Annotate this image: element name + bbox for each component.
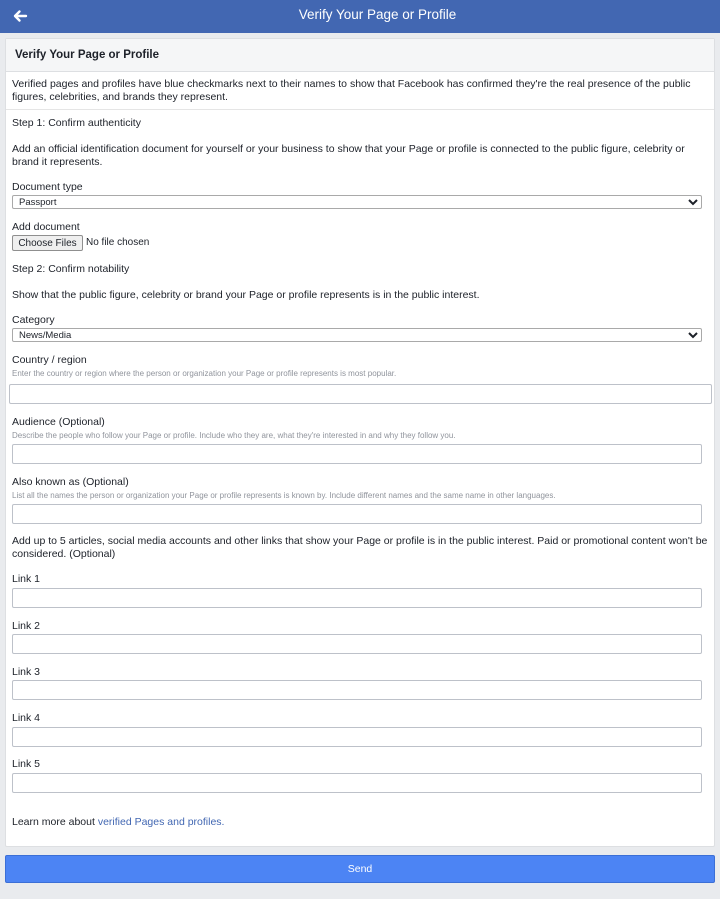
category-select[interactable] xyxy=(12,328,702,342)
link-label: Link 3 xyxy=(12,666,41,678)
aka-input[interactable] xyxy=(12,504,702,524)
link-label: Link 1 xyxy=(12,573,41,585)
audience-hint: Describe the people who follow your Page or profile. Include who they are, what they're interested in and why they follow you. xyxy=(12,431,456,440)
audience-input[interactable] xyxy=(12,444,702,464)
link-input[interactable] xyxy=(12,634,702,654)
document-type-select[interactable] xyxy=(12,195,702,209)
step1-description: Add an official identification document for yourself or your business to show that your Page or profile is connected to the public figure, celebrity or brand it represents. xyxy=(12,143,685,168)
send-button[interactable]: Send xyxy=(5,855,715,883)
step1-title: Step 1: Confirm authenticity xyxy=(12,117,141,129)
learn-more-prefix: Learn more about xyxy=(12,816,98,828)
link-input[interactable] xyxy=(12,727,702,747)
link-label: Link 5 xyxy=(12,758,41,770)
divider xyxy=(6,109,714,110)
country-input[interactable] xyxy=(9,384,712,404)
add-document-label: Add document xyxy=(12,221,80,233)
aka-label: Also known as (Optional) xyxy=(12,476,129,488)
step2-title: Step 2: Confirm notability xyxy=(12,263,130,275)
aka-hint: List all the names the person or organization your Page or profile represents is known by. Include different names and the same name in other languages. xyxy=(12,491,556,500)
step2-description: Show that the public figure, celebrity or brand your Page or profile represents is in the public interest. xyxy=(12,289,480,301)
link-input[interactable] xyxy=(12,588,702,608)
intro-text: Verified pages and profiles have blue checkmarks next to their names to show that Facebook has confirmed they're the real presence of the public figures, celebrities, and brands they represent. xyxy=(12,78,691,103)
links-description: Add up to 5 articles, social media accounts and other links that show your Page or profile is in the public interest. Paid or promotional content won't be considered. (Optional) xyxy=(12,535,708,560)
choose-files-button[interactable]: Choose Files xyxy=(12,235,83,251)
category-label: Category xyxy=(12,314,55,326)
page-title: Verify Your Page or Profile xyxy=(298,7,457,22)
learn-more-text xyxy=(12,816,224,829)
link-input[interactable] xyxy=(12,773,702,793)
card-title: Verify Your Page or Profile xyxy=(6,39,714,72)
link-input[interactable] xyxy=(12,680,702,700)
country-label: Country / region xyxy=(12,354,87,366)
link-label: Link 4 xyxy=(12,712,41,724)
top-bar xyxy=(0,0,720,33)
verification-form xyxy=(5,38,715,847)
country-hint: Enter the country or region where the person or organization your Page or profile represents is most popular. xyxy=(12,369,397,378)
document-type-label: Document type xyxy=(12,181,83,193)
no-file-text: No file chosen xyxy=(86,237,150,248)
verified-pages-link[interactable]: verified Pages and profiles. xyxy=(97,816,225,828)
audience-label: Audience (Optional) xyxy=(12,416,105,428)
link-label: Link 2 xyxy=(12,620,41,632)
